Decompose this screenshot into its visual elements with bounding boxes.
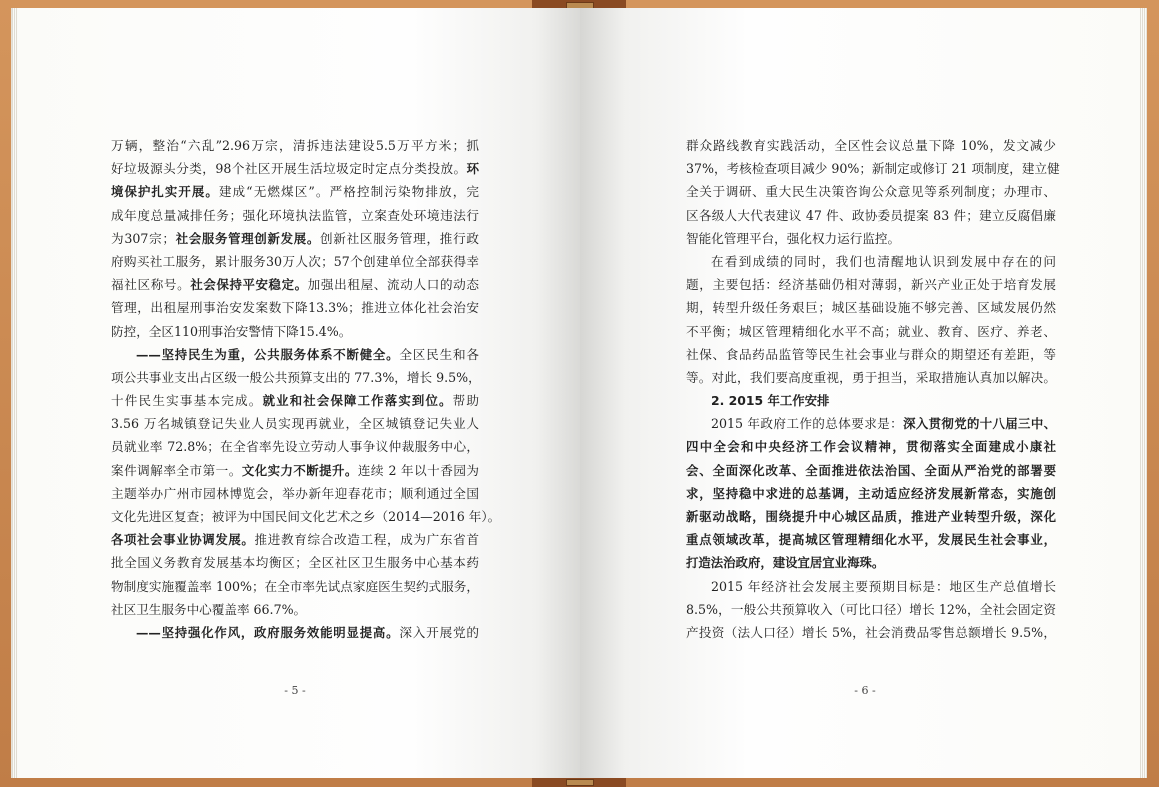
page-edge: [1140, 8, 1146, 778]
page-edge: [12, 8, 18, 778]
text-line: 物制度实施覆盖率 100%；在全市率先试点家庭医生契约式服务，: [111, 578, 479, 594]
text-line: 管理，出租屋刑事治安发案数下降13.3%；推进立体化社会治安: [111, 300, 479, 316]
text-line: 8.5%，一般公共预算收入（可比口径）增长 12%，全社会固定资: [686, 601, 1056, 617]
text-line: 求，坚持稳中求进的总基调，主动适应经济发展新常态，实施创: [686, 485, 1056, 501]
text-line: 全关于调研、重大民生决策咨询公众意见等系列制度；办理市、: [686, 184, 1056, 200]
text-line: 社区卫生服务中心覆盖率 66.7%。: [111, 601, 307, 617]
text-line: 主题举办广州市园林博览会，举办新年迎春花市；顺利通过全国: [111, 485, 479, 501]
text-line: 好垃圾源头分类，98个社区开展生活垃圾定时定点分类投放。环: [111, 161, 479, 177]
text-line: 文化先进区复查；被评为中国民间文化艺术之乡（2014—2016 年）。: [111, 509, 501, 524]
text-line: 会、全面深化改革、全面推进依法治国、全面从严治党的部署要: [686, 462, 1056, 478]
left-page[interactable]: [11, 8, 581, 778]
text-line: 2015 年政府工作的总体要求是：深入贯彻党的十八届三中、: [711, 416, 1056, 432]
text-line: 产投资（法人口径）增长 5%，社会消费品零售总额增长 9.5%，: [686, 624, 1056, 640]
text-line: 不平衡；城区管理精细化水平不高；就业、教育、医疗、养老、: [686, 323, 1056, 339]
text-line: 区各级人大代表建议 47 件、政协委员提案 83 件；建立反腐倡廉: [686, 207, 1056, 223]
text-line: 境保护扎实开展。建成“无燃煤区”。严格控制污染物排放，完: [111, 184, 479, 200]
text-line: 等。对此，我们要高度重视，勇于担当，采取措施认真加以解决。: [686, 369, 1056, 385]
text-line: 福社区称号。社会保持平安稳定。加强出租屋、流动人口的动态: [111, 277, 480, 293]
text-line: 在看到成绩的同时，我们也清醒地认识到发展中存在的问: [711, 253, 1056, 269]
text-line: 成年度总量减排任务；强化环境执法监管，立案查处环境违法行: [111, 207, 479, 223]
text-line: 题，主要包括：经济基础仍相对薄弱，新兴产业正处于培育发展: [686, 277, 1056, 293]
text-line: 重点领域改革，提高城区管理精细化水平，发展民生社会事业，: [686, 532, 1056, 548]
right-page[interactable]: [580, 8, 1147, 778]
text-line: 防控，全区110刑事治安警情下降15.4%。: [111, 323, 352, 339]
left-page-text: [111, 134, 501, 644]
text-line: 新驱动战略，围绕提升中心城区品质，推进产业转型升级，深化: [686, 509, 1056, 524]
text-line: 万辆，整治“六乱”2.96万宗，清拆违法建设5.5万平方米；抓: [111, 138, 479, 153]
text-line: 2015 年经济社会发展主要预期目标是：地区生产总值增长: [711, 578, 1056, 594]
page-number: - 5 -: [284, 684, 306, 697]
text-line: 四中全会和中央经济工作会议精神，贯彻落实全面建成小康社: [686, 439, 1056, 455]
text-line: 批全国义务教育发展基本均衡区；全区社区卫生服务中心基本药: [111, 555, 479, 571]
page-number: - 6 -: [854, 684, 876, 697]
text-line: 为307宗；社会服务管理创新发展。创新社区服务管理，推行政: [111, 230, 479, 246]
section-heading: 2. 2015 年工作安排: [711, 393, 830, 409]
text-line: 3.56 万名城镇登记失业人员实现再就业，全区城镇登记失业人: [111, 416, 479, 432]
text-line: 社保、食品药品监管等民生社会事业与群众的期望还有差距，等: [686, 346, 1056, 362]
text-line: 打造法治政府，建设宜居宜业海珠。: [686, 555, 885, 571]
right-page-text: [686, 134, 1060, 644]
text-line: 府购买社工服务，累计服务30万人次；57个创建单位全部获得幸: [111, 253, 479, 269]
spine-clasp-bottom: [566, 779, 594, 786]
text-line: 项公共事业支出占区级一般公共预算支出的 77.3%，增长 9.5%，: [111, 369, 481, 385]
text-line: 十件民生实事基本完成。就业和社会保障工作落实到位。帮助: [111, 393, 480, 409]
text-line: ——坚持民生为重，公共服务体系不断健全。全区民生和各: [136, 346, 480, 362]
text-line: 智能化管理平台，强化权力运行监控。: [686, 230, 901, 246]
text-line: 群众路线教育实践活动，全区性会议总量下降 10%，发文减少: [686, 138, 1056, 153]
text-line: 各项社会事业协调发展。推进教育综合改造工程，成为广东省首: [111, 532, 480, 548]
text-line: 期，转型升级任务艰巨；城区基础设施不够完善、区域发展仍然: [686, 300, 1056, 316]
text-line: 案件调解率全市第一。文化实力不断提升。连续 2 年以十香园为: [111, 462, 480, 478]
text-line: 员就业率 72.8%；在全省率先设立劳动人事争议仲裁服务中心，: [111, 439, 479, 455]
text-line: 37%，考核检查项目减少 90%；新制定或修订 21 项制度，建立健: [686, 161, 1060, 177]
text-line: ——坚持强化作风，政府服务效能明显提高。深入开展党的: [136, 624, 480, 640]
